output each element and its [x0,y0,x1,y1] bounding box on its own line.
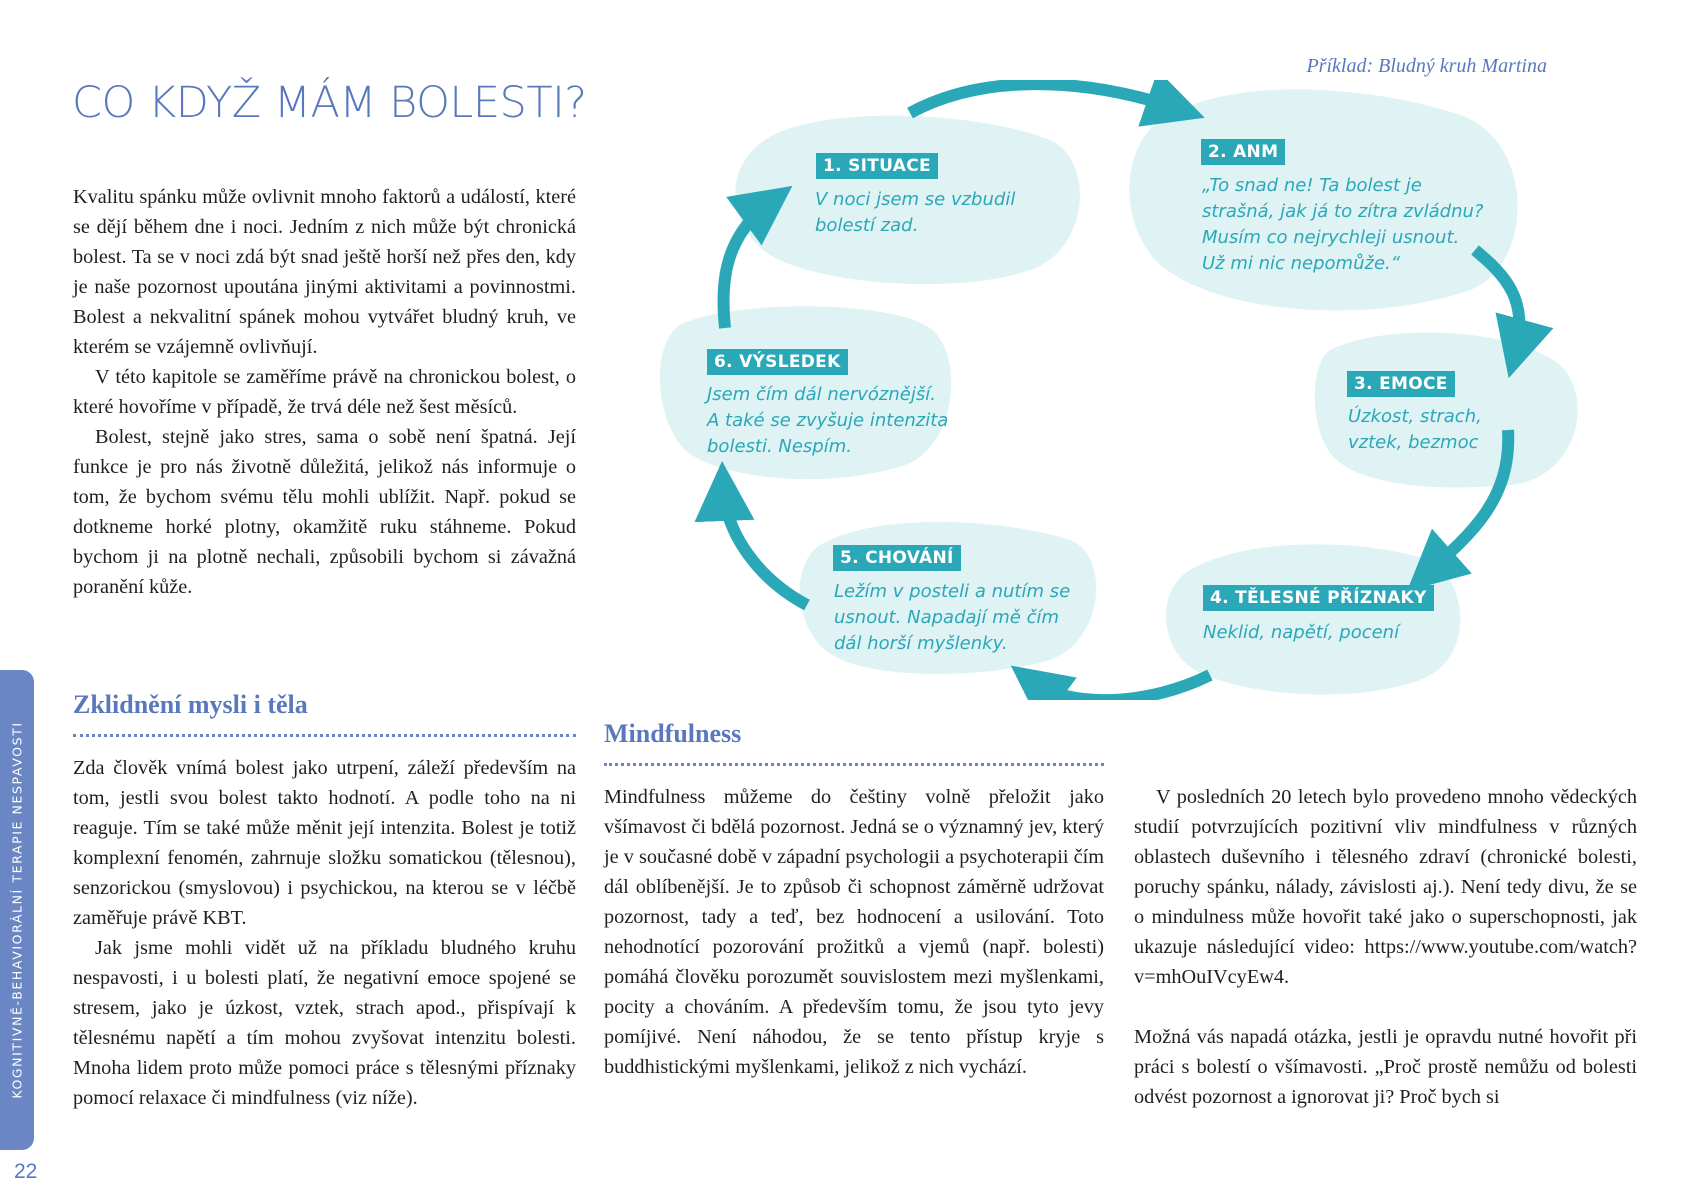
step-4-text [1203,620,1399,646]
calm-paragraph-2: Jak jsme mohli vidět už na příkladu bludného kruhu nespavosti, i u bolesti platí, že negativní emoce spojené se stresem, jako je úzkost, vztek, strach apod., přispívají k tělesnému napětí a tím mohou zvyšovat intenzitu bolesti. Mnoha lidem proto může pomoci práce s tělesnými příznaky pomocí relaxace či mindfulness (viz níže). [73,937,576,1109]
intro-paragraph-2: V této kapitole se zaměříme právě na chronickou bolest, o které hovoříme v případě, že trvá déle než šest měsíců. [73,366,576,418]
step-5-line-3: dál horší myšlenky. [834,633,1008,654]
example-label: Příklad: Bludný kruh Martina [1306,55,1547,77]
step-4-line-1: Neklid, napětí, pocení [1203,622,1400,643]
step-5-text [834,579,1070,657]
step-3-text [1348,404,1482,456]
step-2-label: 2. ANM [1201,139,1285,165]
intro-paragraph-3: Bolest, stejně jako stres, sama o sobě není špatná. Její funkce je pro nás životně důležitá, jelikož nás informuje o tom, že bychom svému tělu mohli ublížit. Např. pokud se dotkneme horké plotny, okamžitě ruku stáhneme. Pokud bychom ji na plotně nechali, způsobili bychom si závažná poranění kůže. [73,426,576,598]
page-title: CO KDYŽ MÁM BOLESTI? [72,78,587,128]
step-3-line-2: vztek, bezmoc [1348,432,1479,453]
step-5-line-1: Ležím v posteli a nutím se [834,581,1071,602]
calm-paragraph-1: Zda člověk vnímá bolest jako utrpení, záleží především na tom, jestli svou bolest takto hodnotí. A podle toho na ni reaguje. Tím se také může měnit její intenzita. Bolest je totiž komplexní fenomén, zahrnuje složku somatickou (tělesnou), senzorickou (smyslovou) i psychickou, na kterou se v léčbě zaměřuje právě KBT. [73,757,576,929]
intro-paragraph-1: Kvalitu spánku může ovlivnit mnoho faktorů a událostí, které se dějí během dne i noci. Jedním z nich může být chronická bolest. Ta se v noci zdá být snad ještě horší než přes den, kdy je naše pozornost upoutána jinými aktivitami a povinnostmi. Bolest a nekvalitní spánek mohou vytvářet bludný kruh, ve kterém se vzájemně ovlivňují. [73,186,576,358]
step-4-label: 4. TĚLESNÉ PŘÍZNAKY [1203,585,1434,611]
mindfulness-text-column [604,782,1104,1082]
step-6-text [707,382,948,460]
arrow-1-to-2 [910,84,1182,113]
step-2-line-1: „To snad ne! Ta bolest je [1202,175,1422,196]
right-paragraph-2: Možná vás napadá otázka, jestli je opravdu nutné hovořit při práci s bolestí o všímavosti. „Proč prostě nemůžu od bolesti odvést pozornost a ignorovat ji? Proč bych si [1134,1026,1637,1108]
step-5-label: 5. CHOVÁNÍ [833,545,961,571]
step-5-line-2: usnout. Napadají mě čím [834,607,1060,628]
page-number: 22 [14,1160,38,1183]
right-paragraph-1: V posledních 20 letech bylo provedeno mnoho vědeckých studií potvrzujících pozitivní vliv mindfulness v různých oblastech duševního i tělesného zdraví (chronické bolesti, poruchy spánku, nálady, závislosti aj.). Není tedy divu, že se o mindulness může hovořit také jako o superschopnosti, jak ukazuje následující video: https://www.youtube.com/watch?v=mhOuIVcyEw4. [1134,786,1637,988]
step-1-line-2: bolestí zad. [815,215,919,236]
right-text-column [1134,782,1637,1112]
step-1-label: 1. SITUACE [816,153,938,179]
calm-heading: Zklidnění mysli i těla [73,690,308,719]
mindfulness-paragraph-1: Mindfulness můžeme do češtiny volně přeložit jako všímavost či bdělá pozornost. Jedná se o významný jev, který je v současné době v západní psychologii a psychoterapii čím dál oblíbenější. Je to způsob či schopnost záměrně udržovat pozornost, tady a teď, bez hodnocení a usilování. Toto nehodnotící pozorování prožitků a vjemů (např. bolesti) pomáhá člověku porozumět souvislostem mezi myšlenkami, pocity a chováním. A především tomu, že jsou tyto jevy pomíjivé. Není náhodou, že se tento přístup kryje s buddhistickými myšlenkami, jelikož z nich vychází. [604,786,1104,1078]
step-1-line-1: V noci jsem se vzbudil [815,189,1016,210]
step-6-label: 6. VÝSLEDEK [707,349,848,375]
step-6-line-1: Jsem čím dál nervóznější. [707,384,936,405]
step-2-text [1202,173,1483,277]
arrow-4-to-5 [1030,675,1210,700]
mindfulness-heading: Mindfulness [604,719,742,748]
step-6-line-3: bolesti. Nespím. [707,436,852,457]
arrow-5-to-6 [723,485,807,605]
step-6-line-2: A také se zvyšuje intenzita [707,410,949,431]
step-2-line-4: Už mi nic nepomůže.“ [1202,253,1401,274]
step-2-line-2: strašná, jak já to zítra zvládnu? [1202,201,1484,222]
step-3-label: 3. EMOCE [1347,371,1455,397]
calm-heading-divider [73,734,576,737]
calm-text-column [73,753,576,1113]
side-chapter-tab-label: KOGNITIVNĚ-BEHAVIORÁLNÍ TERAPIE NESPAVOSTI [9,721,25,1099]
step-1-text [815,187,1015,239]
intro-text-column [73,182,576,602]
step-2-line-3: Musím co nejrychleji usnout. [1202,227,1460,248]
step-3-line-1: Úzkost, strach, [1348,406,1482,427]
mindfulness-heading-divider [604,763,1104,766]
